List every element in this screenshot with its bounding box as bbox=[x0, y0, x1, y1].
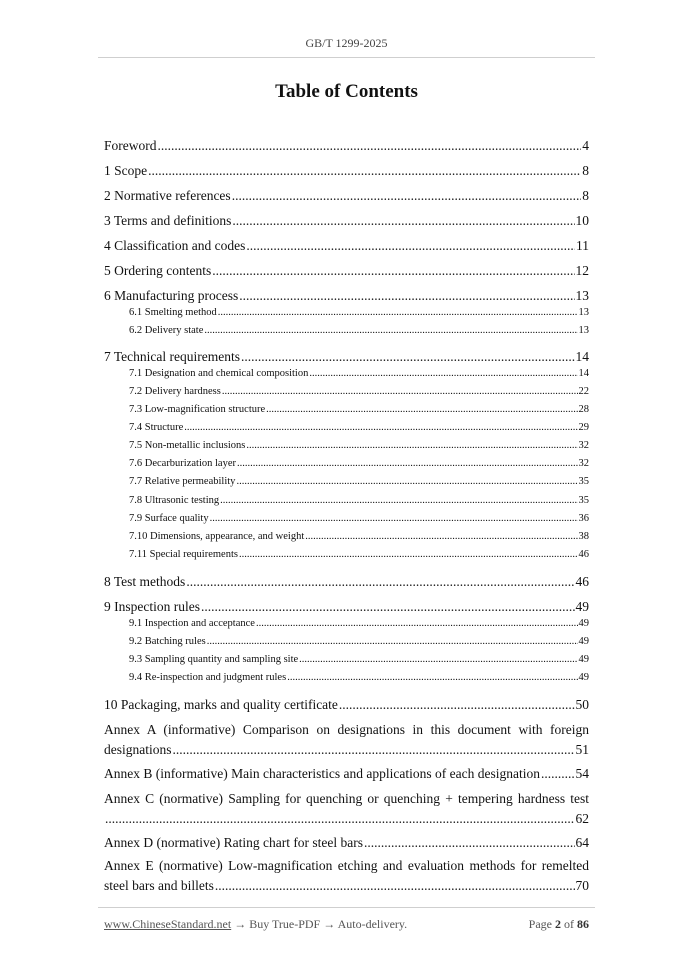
toc-entry-annex-c[interactable] bbox=[104, 791, 589, 827]
toc-leader-dots bbox=[309, 368, 577, 379]
footer-promo bbox=[104, 917, 407, 932]
toc-entry-label: Annex B (informative) Main characteristics and applications of each designation bbox=[104, 766, 540, 781]
buy-true-pdf-text: Buy True-PDF bbox=[249, 917, 321, 931]
toc-subentry-special-requirements[interactable] bbox=[129, 549, 589, 563]
toc-entry-label: 7.5 Non-metallic inclusions bbox=[129, 440, 246, 451]
toc-subentry-inspection-acceptance[interactable] bbox=[129, 618, 589, 632]
toc-leader-dots bbox=[237, 458, 578, 469]
arrow-right-icon: → bbox=[234, 917, 247, 931]
toc-entry-page: 13 bbox=[575, 288, 589, 303]
toc-leader-dots bbox=[215, 878, 575, 894]
toc-leader-dots bbox=[173, 742, 575, 758]
toc-subentry-decarburization-layer[interactable] bbox=[129, 458, 589, 472]
footer-divider bbox=[98, 907, 595, 908]
toc-subentry-relative-permeability[interactable] bbox=[129, 476, 589, 490]
page-footer bbox=[104, 917, 589, 932]
toc-subentry-sampling-quantity-site[interactable] bbox=[129, 654, 589, 668]
toc-entry-page: 35 bbox=[578, 495, 589, 506]
toc-subentry-delivery-hardness[interactable] bbox=[129, 386, 589, 400]
toc-entry-label: 9.1 Inspection and acceptance bbox=[129, 618, 255, 629]
toc-leader-dots bbox=[222, 386, 578, 397]
toc-subentry-smelting-method[interactable] bbox=[129, 307, 589, 321]
toc-leader-dots bbox=[239, 288, 574, 304]
toc-entry-page: 29 bbox=[578, 422, 589, 433]
toc-leader-dots bbox=[236, 476, 577, 487]
toc-entry-continuation bbox=[104, 811, 589, 829]
toc-entry-page: 22 bbox=[578, 386, 589, 397]
toc-leader-dots bbox=[207, 636, 578, 647]
toc-entry-manufacturing-process[interactable] bbox=[104, 288, 589, 306]
toc-entry-ordering-contents[interactable] bbox=[104, 263, 589, 281]
toc-leader-dots bbox=[220, 495, 577, 506]
toc-entry-label: Annex E (normative) Low-magnification etching and evaluation methods for remelted bbox=[104, 858, 589, 873]
toc-entry-page: 13 bbox=[578, 307, 589, 318]
toc-entry-label: Annex D (normative) Rating chart for steel bars bbox=[104, 835, 364, 850]
toc-leader-dots bbox=[148, 163, 581, 179]
toc-entry-label: 6.1 Smelting method bbox=[129, 307, 217, 318]
toc-entry-packaging-marks[interactable] bbox=[104, 697, 589, 715]
toc-entry-scope[interactable] bbox=[104, 163, 589, 181]
toc-entry-classification-codes[interactable] bbox=[104, 238, 589, 256]
toc-entry-page: 38 bbox=[578, 531, 589, 542]
toc-entry-label-continued: steel bars and billets bbox=[104, 878, 214, 893]
page-title: Table of Contents bbox=[275, 81, 418, 102]
toc-subentry-ultrasonic-testing[interactable] bbox=[129, 495, 589, 509]
toc-entry-page: 62 bbox=[575, 811, 589, 826]
toc-entry-page: 64 bbox=[575, 835, 589, 850]
toc-entry-label: 7.8 Ultrasonic testing bbox=[129, 495, 220, 506]
toc-entry-label: 9 Inspection rules bbox=[104, 599, 200, 614]
toc-entry-continuation bbox=[104, 742, 589, 760]
toc-entry-normative-references[interactable] bbox=[104, 188, 589, 206]
toc-subentry-delivery-state[interactable] bbox=[129, 325, 589, 339]
toc-subentry-batching-rules[interactable] bbox=[129, 636, 589, 650]
toc-entry-page: 51 bbox=[575, 742, 589, 757]
toc-leader-dots bbox=[212, 263, 574, 279]
toc-subentry-re-inspection-judgment[interactable] bbox=[129, 672, 589, 686]
page-total: 86 bbox=[577, 917, 589, 931]
toc-entry-annex-d[interactable] bbox=[104, 835, 589, 853]
toc-entry-page: 12 bbox=[575, 263, 589, 278]
header-divider bbox=[98, 57, 595, 58]
toc-entry-page: 35 bbox=[578, 476, 589, 487]
toc-leader-dots bbox=[299, 654, 577, 665]
toc-entry-page: 49 bbox=[578, 618, 589, 629]
toc-entry-technical-requirements[interactable] bbox=[104, 349, 589, 367]
toc-entry-page: 49 bbox=[575, 599, 589, 614]
toc-entry-page: 49 bbox=[578, 654, 589, 665]
page-word: Page bbox=[528, 917, 552, 931]
toc-entry-label: Foreword bbox=[104, 138, 157, 153]
toc-entry-label: Annex A (informative) Comparison on designations in this document with foreign bbox=[104, 722, 589, 737]
toc-entry-page: 4 bbox=[582, 138, 589, 153]
toc-entry-foreword[interactable] bbox=[104, 138, 589, 156]
toc-entry-label: 5 Ordering contents bbox=[104, 263, 212, 278]
toc-entry-annex-b[interactable] bbox=[104, 766, 589, 784]
toc-entry-page: 49 bbox=[578, 636, 589, 647]
toc-entry-label-continued: designations bbox=[104, 742, 172, 757]
toc-entry-label: 10 Packaging, marks and quality certificate bbox=[104, 697, 338, 712]
toc-leader-dots bbox=[218, 307, 578, 318]
toc-entry-label: 9.2 Batching rules bbox=[129, 636, 206, 647]
toc-entry-page: 8 bbox=[582, 163, 589, 178]
toc-entry-label: 1 Scope bbox=[104, 163, 148, 178]
website-link[interactable]: www.ChineseStandard.net bbox=[104, 917, 232, 931]
toc-entry-terms-definitions[interactable] bbox=[104, 213, 589, 231]
auto-delivery-text: Auto-delivery. bbox=[337, 917, 408, 931]
toc-entry-page: 46 bbox=[575, 574, 589, 589]
toc-entry-page: 49 bbox=[578, 672, 589, 683]
toc-entry-label: 7.11 Special requirements bbox=[129, 549, 238, 560]
toc-entry-label: 6 Manufacturing process bbox=[104, 288, 239, 303]
toc-entry-inspection-rules[interactable] bbox=[104, 599, 589, 617]
toc-entry-page: 32 bbox=[578, 440, 589, 451]
toc-entry-label: 4 Classification and codes bbox=[104, 238, 246, 253]
toc-leader-dots bbox=[184, 422, 577, 433]
toc-entry-page: 32 bbox=[578, 458, 589, 469]
toc-entry-page: 46 bbox=[578, 549, 589, 560]
page-current: 2 bbox=[555, 917, 561, 931]
toc-entry-page: 13 bbox=[578, 325, 589, 336]
toc-entry-label: 7.7 Relative permeability bbox=[129, 476, 236, 487]
toc-leader-dots bbox=[246, 238, 575, 254]
toc-entry-label: 7.6 Decarburization layer bbox=[129, 458, 236, 469]
toc-leader-dots bbox=[204, 325, 577, 336]
toc-entry-label: 6.2 Delivery state bbox=[129, 325, 204, 336]
toc-entry-page: 28 bbox=[578, 404, 589, 415]
toc-entry-label: 9.3 Sampling quantity and sampling site bbox=[129, 654, 299, 665]
toc-entry-test-methods[interactable] bbox=[104, 574, 589, 592]
toc-leader-dots bbox=[105, 811, 575, 827]
toc-entry-page: 10 bbox=[575, 213, 589, 228]
toc-subentry-structure[interactable] bbox=[129, 422, 589, 436]
toc-entry-page: 8 bbox=[582, 188, 589, 203]
toc-entry-page: 14 bbox=[575, 349, 589, 364]
toc-subentry-designation-composition[interactable] bbox=[129, 368, 589, 382]
toc-leader-dots bbox=[241, 349, 574, 365]
toc-subentry-dimensions-appearance-weight[interactable] bbox=[129, 531, 589, 545]
toc-entry-label: 7.1 Designation and chemical composition bbox=[129, 368, 309, 379]
toc-entry-label: 7 Technical requirements bbox=[104, 349, 241, 364]
toc-entry-label: 9.4 Re-inspection and judgment rules bbox=[129, 672, 287, 683]
toc-leader-dots bbox=[210, 513, 578, 524]
page-of: of bbox=[564, 917, 574, 931]
toc-entry-page: 54 bbox=[575, 766, 589, 781]
toc-subentry-surface-quality[interactable] bbox=[129, 513, 589, 527]
toc-leader-dots bbox=[305, 531, 577, 542]
toc-leader-dots bbox=[287, 672, 577, 683]
toc-leader-dots bbox=[339, 697, 575, 713]
toc-leader-dots bbox=[158, 138, 582, 154]
toc-entry-label: Annex C (normative) Sampling for quenching or quenching + tempering hardness test bbox=[104, 791, 589, 806]
toc-leader-dots bbox=[364, 835, 574, 851]
toc-entry-continuation bbox=[104, 878, 589, 896]
toc-entry-page: 11 bbox=[576, 238, 589, 253]
toc-entry-label: 7.10 Dimensions, appearance, and weight bbox=[129, 531, 305, 542]
toc-leader-dots bbox=[256, 618, 578, 629]
toc-subentry-low-magnification-structure[interactable] bbox=[129, 404, 589, 418]
toc-leader-dots bbox=[239, 549, 578, 560]
toc-leader-dots bbox=[232, 213, 574, 229]
arrow-right-icon: → bbox=[323, 917, 336, 931]
toc-entry-page: 36 bbox=[578, 513, 589, 524]
toc-entry-label: 8 Test methods bbox=[104, 574, 186, 589]
toc-subentry-non-metallic-inclusions[interactable] bbox=[129, 440, 589, 454]
toc-leader-dots bbox=[541, 766, 575, 782]
toc-entry-annex-e[interactable] bbox=[104, 858, 589, 894]
toc-entry-page: 14 bbox=[578, 368, 589, 379]
toc-leader-dots bbox=[232, 188, 582, 204]
toc-entry-label: 7.2 Delivery hardness bbox=[129, 386, 221, 397]
toc-leader-dots bbox=[201, 599, 575, 615]
toc-leader-dots bbox=[246, 440, 577, 451]
document-id-header: GB/T 1299-2025 bbox=[305, 36, 388, 50]
toc-leader-dots bbox=[266, 404, 577, 415]
toc-entry-label: 7.4 Structure bbox=[129, 422, 184, 433]
toc-leader-dots bbox=[186, 574, 574, 590]
toc-entry-label: 7.3 Low-magnification structure bbox=[129, 404, 266, 415]
toc-entry-label: 2 Normative references bbox=[104, 188, 231, 203]
toc-entry-page: 50 bbox=[575, 697, 589, 712]
toc-entry-label: 7.9 Surface quality bbox=[129, 513, 209, 524]
toc-entry-page: 70 bbox=[575, 878, 589, 893]
toc-entry-label: 3 Terms and definitions bbox=[104, 213, 232, 228]
page-number bbox=[529, 917, 589, 932]
toc-entry-annex-a[interactable] bbox=[104, 722, 589, 758]
